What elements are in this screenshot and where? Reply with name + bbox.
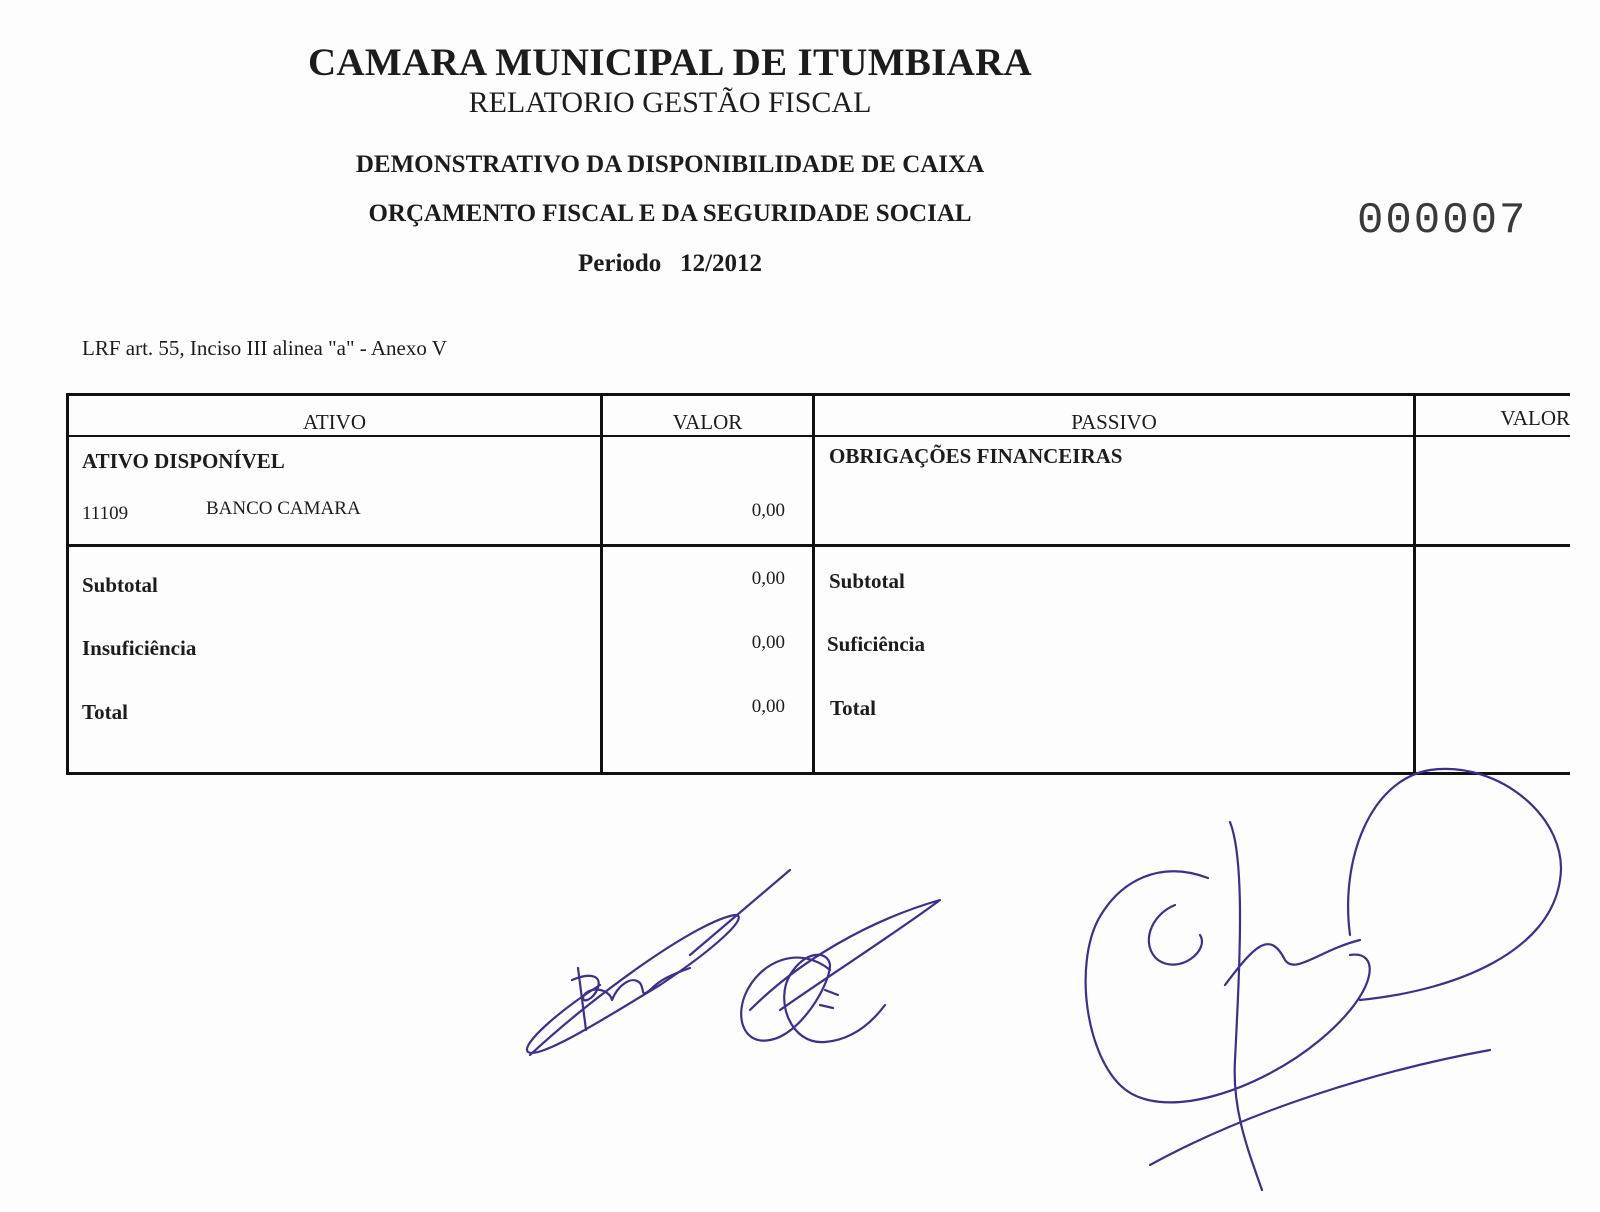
asset-subtotal-value: 0,00 — [751, 568, 785, 589]
liability-group-heading: OBRIGAÇÕES FINANCEIRAS — [829, 444, 1123, 468]
signature-2 — [741, 900, 940, 1042]
liability-total-label: Total — [830, 696, 876, 720]
asset-account-name: BANCO CAMARA — [206, 498, 361, 519]
asset-insuficiencia-label: Insuficiência — [82, 636, 197, 660]
column-header-ativo: ATIVO — [303, 410, 366, 434]
signature-3 — [1086, 769, 1561, 1190]
column-header-passivo: PASSIVO — [1071, 410, 1157, 434]
report-title: RELATORIO GESTÃO FISCAL — [468, 86, 872, 119]
asset-insuficiencia-value: 0,00 — [751, 632, 785, 653]
statement-title: DEMONSTRATIVO DA DISPONIBILIDADE DE CAIXA — [355, 151, 985, 178]
liability-subtotal-label: Subtotal — [829, 569, 905, 593]
budget-title: ORÇAMENTO FISCAL E DA SEGURIDADE SOCIAL — [368, 200, 972, 227]
signature-1 — [527, 870, 790, 1055]
asset-subtotal-label: Subtotal — [82, 573, 158, 597]
page-number-stamp: 000007 — [1357, 196, 1528, 246]
asset-total-value: 0,00 — [751, 696, 785, 717]
column-header-valor: VALOR — [672, 410, 743, 434]
liability-suficiencia-label: Suficiência — [827, 632, 925, 656]
organization-title: CAMARA MUNICIPAL DE ITUMBIARA — [307, 41, 1033, 84]
legal-reference: LRF art. 55, Inciso III alinea "a" - Anexo V — [82, 336, 447, 360]
asset-total-label: Total — [82, 700, 128, 724]
asset-group-heading: ATIVO DISPONÍVEL — [82, 449, 285, 473]
asset-account-value: 0,00 — [751, 500, 785, 521]
column-header-valor-passivo: VALOR — [1500, 406, 1570, 430]
period-label: Periodo — [577, 250, 662, 277]
period-value: 12/2012 — [680, 250, 763, 277]
asset-account-code: 11109 — [82, 503, 129, 524]
